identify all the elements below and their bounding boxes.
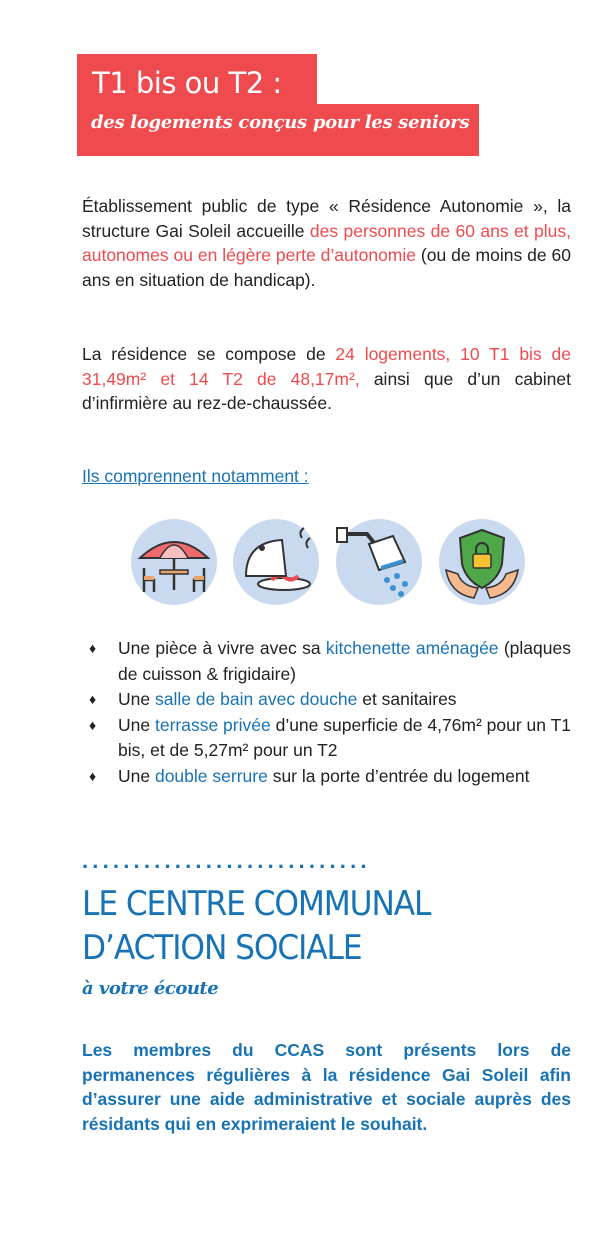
security-lock-shield-icon bbox=[438, 518, 526, 606]
list-item: ♦ Une salle de bain avec douche et sanitaires bbox=[82, 687, 571, 713]
page-title: T1 bis ou T2 : bbox=[92, 66, 282, 100]
amenity-icons bbox=[130, 518, 530, 608]
ccas-paragraph: Les membres du CCAS sont présents lors de permanences régulières à la résidence Gai Soleil afin d’assurer une aide administrative et sociale auprès des résidants qui en exprimeraient le souhait. bbox=[82, 1040, 571, 1134]
ccas-title: LE CENTRE COMMUNAL D’ACTION SOCIALE bbox=[82, 884, 431, 968]
amenities-heading: Ils comprennent notamment : bbox=[82, 466, 309, 486]
composition-paragraph: La résidence se compose de 24 logements, 10 T1 bis de 31,49m² et 14 T2 de 48,17m², ainsi que d’un cabinet d’infirmière au rez-de-chaussée. bbox=[82, 344, 571, 413]
list-item: ♦ Une pièce à vivre avec sa kitchenette aménagée (plaques de cuisson & frigidaire) bbox=[89, 638, 571, 684]
diamond-bullet-icon: ♦ bbox=[89, 767, 97, 784]
page-subtitle: des logements conçus pour les seniors bbox=[91, 112, 470, 133]
dotted-divider: ............................ bbox=[82, 848, 371, 873]
highlight-red: des personnes de 60 ans et plus, autonomes ou en légère perte d’autonomie bbox=[82, 220, 572, 265]
terrace-table-umbrella-icon bbox=[130, 518, 218, 606]
highlight-red: 24 logements, 10 T1 bis de 31,49m² et 14 T2 de 48,17m², bbox=[82, 344, 571, 389]
diamond-bullet-icon: ♦ bbox=[89, 640, 97, 656]
diamond-bullet-icon: ♦ bbox=[89, 716, 97, 733]
list-item: ♦ Une double serrure sur la porte d’entrée du logement bbox=[82, 764, 571, 790]
cloche-dish-icon bbox=[232, 518, 320, 606]
list-item: ♦ Une terrasse privée d’une superficie de 4,76m² pour un T1 bis, et de 5,27m² pour un T2 bbox=[89, 714, 571, 760]
intro-paragraph: Établissement public de type « Résidence Autonomie », la structure Gai Soleil accueille des personnes de 60 ans et plus, autonomes ou en légère perte d’autonomie (ou de moins de 60 ans en situation de handicap). bbox=[82, 196, 572, 290]
ccas-subtitle: à votre écoute bbox=[82, 978, 219, 999]
shower-head-icon bbox=[335, 518, 423, 606]
amenities-list bbox=[82, 636, 571, 789]
diamond-bullet-icon: ♦ bbox=[89, 691, 97, 707]
